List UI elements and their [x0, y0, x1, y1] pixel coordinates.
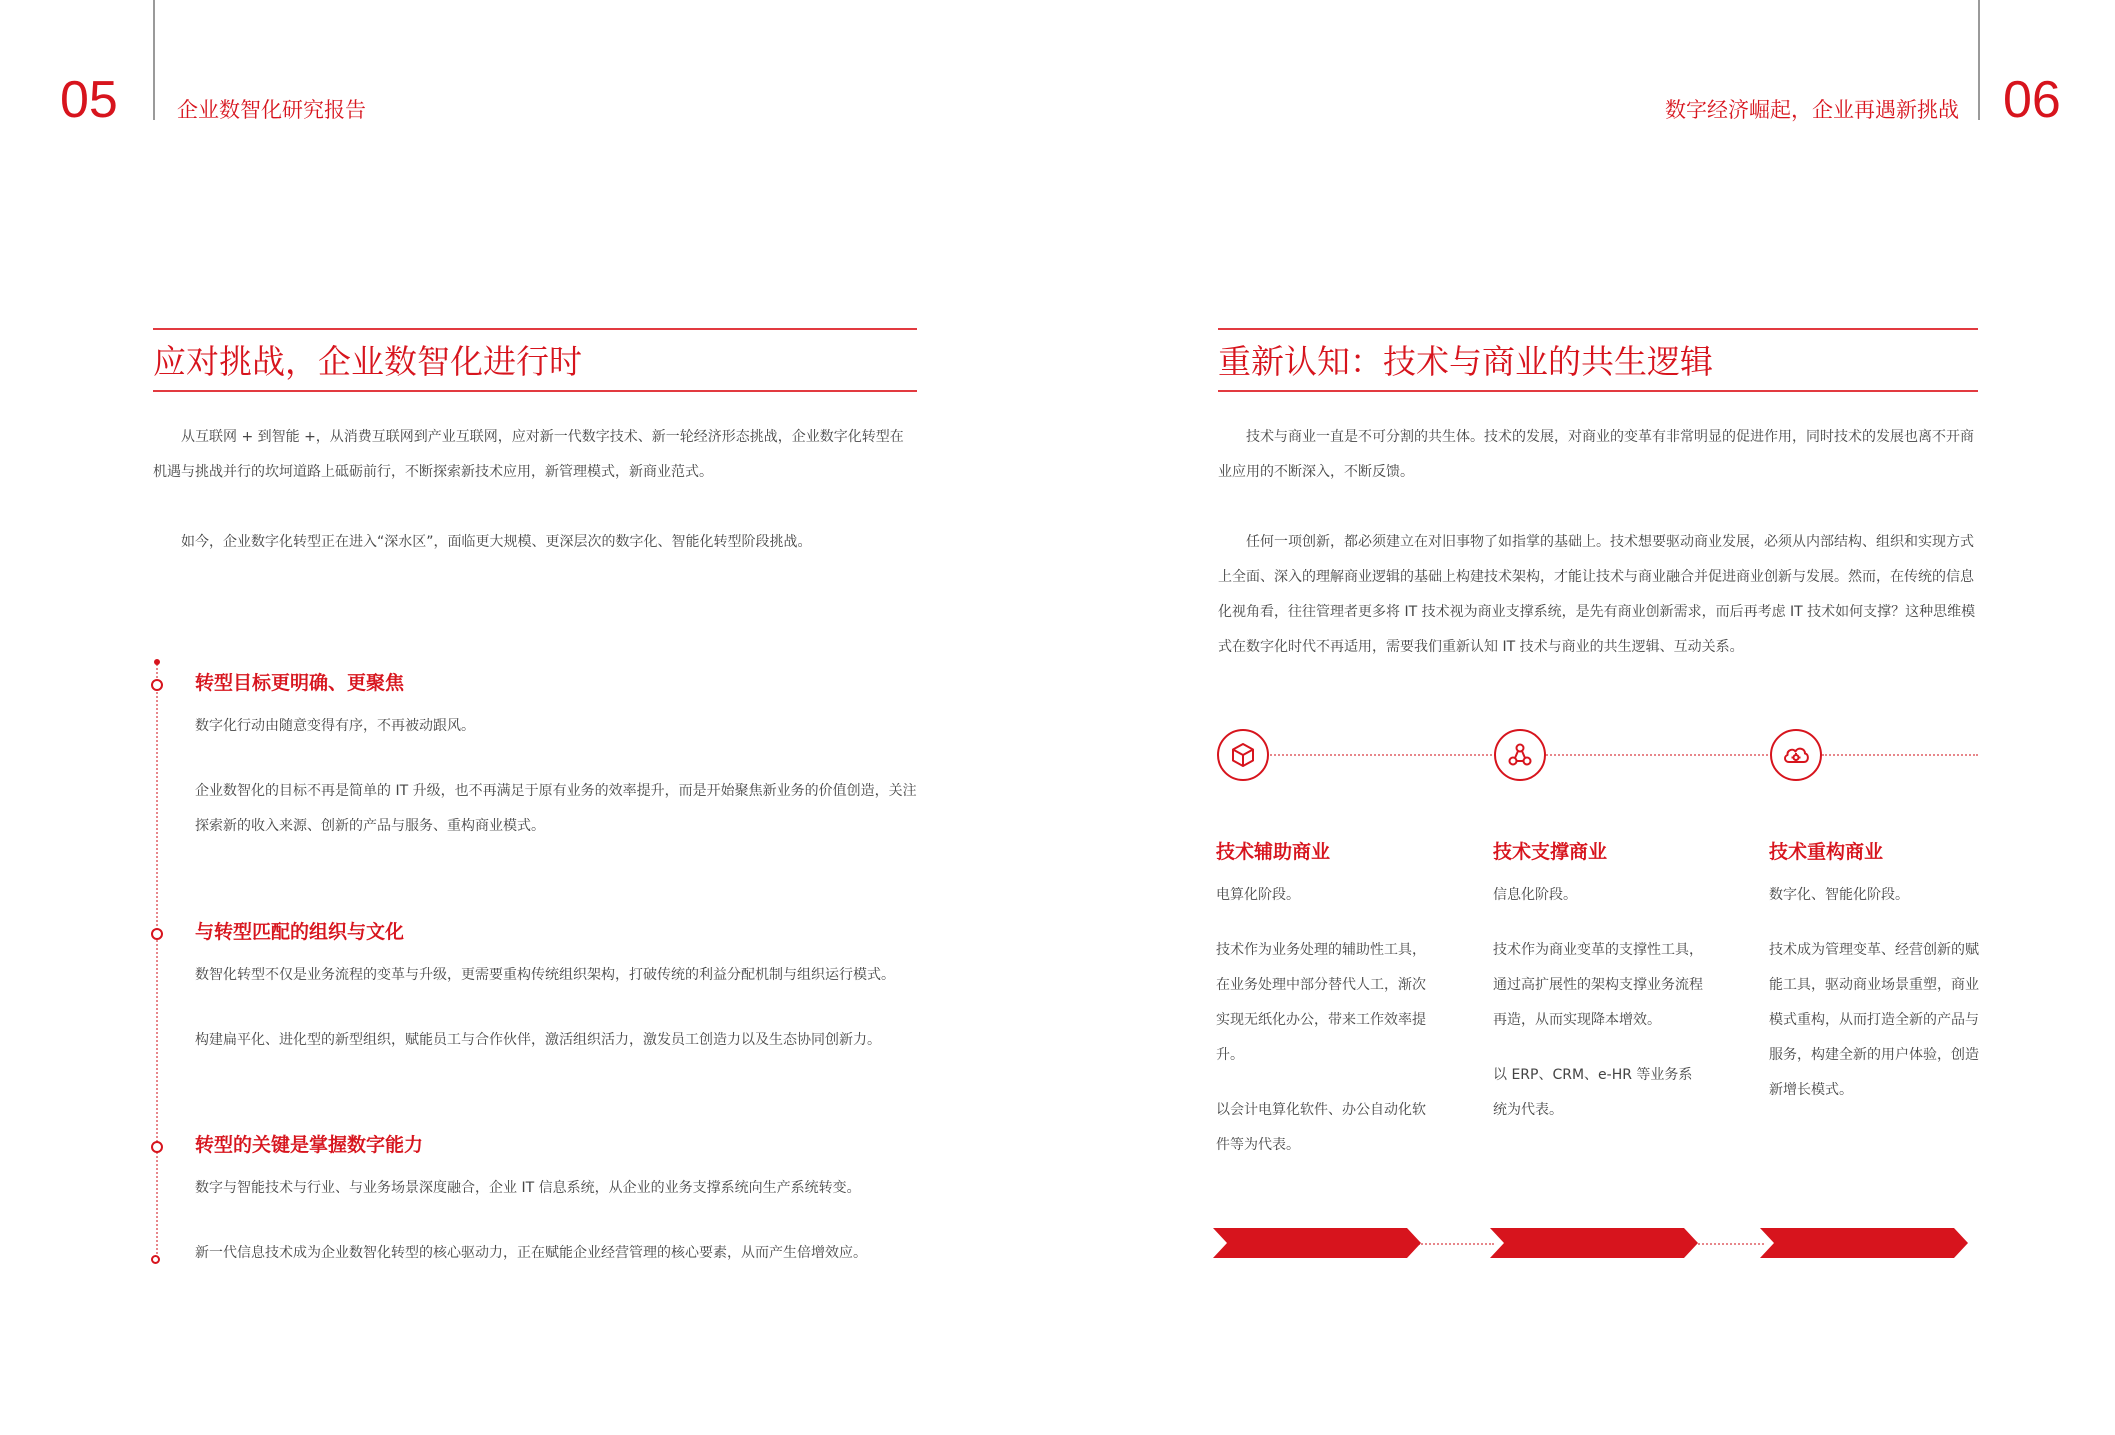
timeline-node	[151, 928, 163, 940]
right-intro	[1218, 420, 1978, 665]
stage-label: 数字化、智能化阶段。	[1769, 887, 1909, 903]
left-section-top-rule	[153, 328, 917, 330]
right-header-title: 数字经济崛起，企业再遇新挑战	[1665, 98, 1959, 122]
stage-title: 技术辅助商业	[1216, 841, 1331, 863]
right-intro-paragraph: 技术与商业一直是不可分割的共生体。技术的发展，对商业的变革有非常明显的促进作用，同时技术的发展也离不开商业应用的不断深入，不断反馈。	[1218, 429, 1974, 480]
right-intro-paragraph: 任何一项创新，都必须建立在对旧事物了如指掌的基础上。技术想要驱动商业发展，必须从内部结构、组织和实现方式上全面、深入的理解商业逻辑的基础上构建技术架构，才能让技术与商业融合并促进商业创新与发展。然而，在传统的信息化视角看，往往管理者更多将 IT 技术视为商业支撑系统，是先有商业创新需求，而后再考虑 IT 技术如何支撑？这种思维模式在数字化时代不再适用，需要我们重新认知 IT 技术与商业的共生逻辑、互动关系。	[1218, 534, 1976, 655]
cube-icon	[1217, 729, 1269, 781]
left-section-title: 应对挑战，企业数智化进行时	[153, 342, 582, 381]
stage-paragraph: 技术成为管理变革、经营创新的赋能工具，驱动商业场景重塑，商业模式重构，从而打造全新的产品与服务，构建全新的用户体验，创造新增长模式。	[1769, 942, 1979, 1098]
timeline-item	[195, 674, 917, 844]
timeline-paragraph: 数字与智能技术与行业、与业务场景深度融合，企业 IT 信息系统，从企业的业务支撑系统向生产系统转变。	[195, 1180, 861, 1196]
icon-connector	[1270, 754, 1496, 756]
network-nodes-icon	[1494, 729, 1546, 781]
right-section-title: 重新认知：技术与商业的共生逻辑	[1218, 342, 1713, 381]
arrow-connector	[1418, 1243, 1494, 1245]
timeline-line	[156, 664, 158, 1262]
timeline-paragraph: 数智化转型不仅是业务流程的变革与升级，更需要重构传统组织架构，打破传统的利益分配机制与组织运行模式。	[195, 967, 895, 983]
cloud-gear-icon	[1770, 729, 1822, 781]
left-section-bottom-rule	[153, 390, 917, 392]
left-header-divider	[153, 0, 155, 120]
timeline-heading: 与转型匹配的组织与文化	[195, 921, 405, 943]
timeline-item	[195, 1136, 917, 1271]
right-header-divider	[1978, 0, 1980, 120]
stage-arrow-banner	[1760, 1228, 1968, 1258]
timeline-heading: 转型的关键是掌握数字能力	[195, 1134, 424, 1156]
timeline-paragraph: 企业数智化的目标不再是简单的 IT 升级，也不再满足于原有业务的效率提升，而是开始聚焦新业务的价值创造，关注探索新的收入来源、创新的产品与服务、重构商业模式。	[195, 783, 917, 834]
right-page-number: 06	[2003, 71, 2061, 129]
icon-connector	[1546, 754, 1772, 756]
left-page-number: 05	[60, 71, 118, 129]
stage-paragraph: 以 ERP、CRM、e-HR 等业务系统为代表。	[1493, 1067, 1693, 1118]
timeline-heading: 转型目标更明确、更聚焦	[195, 672, 405, 694]
left-intro-paragraph: 如今，企业数字化转型正在进入“深水区”，面临更大规模、更深层次的数字化、智能化转型阶段挑战。	[181, 534, 812, 550]
arrow-connector	[1694, 1243, 1764, 1245]
stage-arrow-banner	[1213, 1228, 1421, 1258]
stage-column	[1216, 843, 1428, 1163]
left-intro	[153, 420, 917, 560]
stage-arrow-banner	[1490, 1228, 1698, 1258]
right-section-bottom-rule	[1218, 390, 1978, 392]
stage-paragraph: 技术作为商业变革的支撑性工具，通过高扩展性的架构支撑业务流程再造，从而实现降本增效。	[1493, 942, 1703, 1028]
timeline-node	[151, 1141, 163, 1153]
timeline-paragraph: 构建扁平化、进化型的新型组织，赋能员工与合作伙伴，激活组织活力，激发员工创造力以及生态协同创新力。	[195, 1032, 881, 1048]
timeline-paragraph: 新一代信息技术成为企业数智化转型的核心驱动力，正在赋能企业经营管理的核心要素，从而产生倍增效应。	[195, 1245, 867, 1261]
icon-connector	[1822, 754, 1978, 756]
left-header-title: 企业数智化研究报告	[177, 98, 366, 122]
stage-title: 技术支撑商业	[1493, 841, 1608, 863]
timeline-node	[151, 679, 163, 691]
stage-label: 电算化阶段。	[1216, 887, 1300, 903]
stage-paragraph: 以会计电算化软件、办公自动化软件等为代表。	[1216, 1102, 1426, 1153]
stage-title: 技术重构商业	[1769, 841, 1884, 863]
timeline-item	[195, 923, 917, 1058]
stage-paragraph: 技术作为业务处理的辅助性工具，在业务处理中部分替代人工，渐次实现无纸化办公，带来工作效率提升。	[1216, 942, 1426, 1063]
left-intro-paragraph: 从互联网 + 到智能 +，从消费互联网到产业互联网，应对新一代数字技术、新一轮经济形态挑战，企业数字化转型在机遇与挑战并行的坎坷道路上砥砺前行，不断探索新技术应用，新管理模式，新商业范式。	[153, 429, 904, 480]
stage-column	[1769, 843, 1981, 1108]
timeline-end-node	[151, 1255, 160, 1264]
timeline-paragraph: 数字化行动由随意变得有序，不再被动跟风。	[195, 718, 475, 734]
stage-label: 信息化阶段。	[1493, 887, 1577, 903]
stage-column	[1493, 843, 1705, 1128]
right-section-top-rule	[1218, 328, 1978, 330]
timeline-start-dot	[154, 659, 160, 665]
